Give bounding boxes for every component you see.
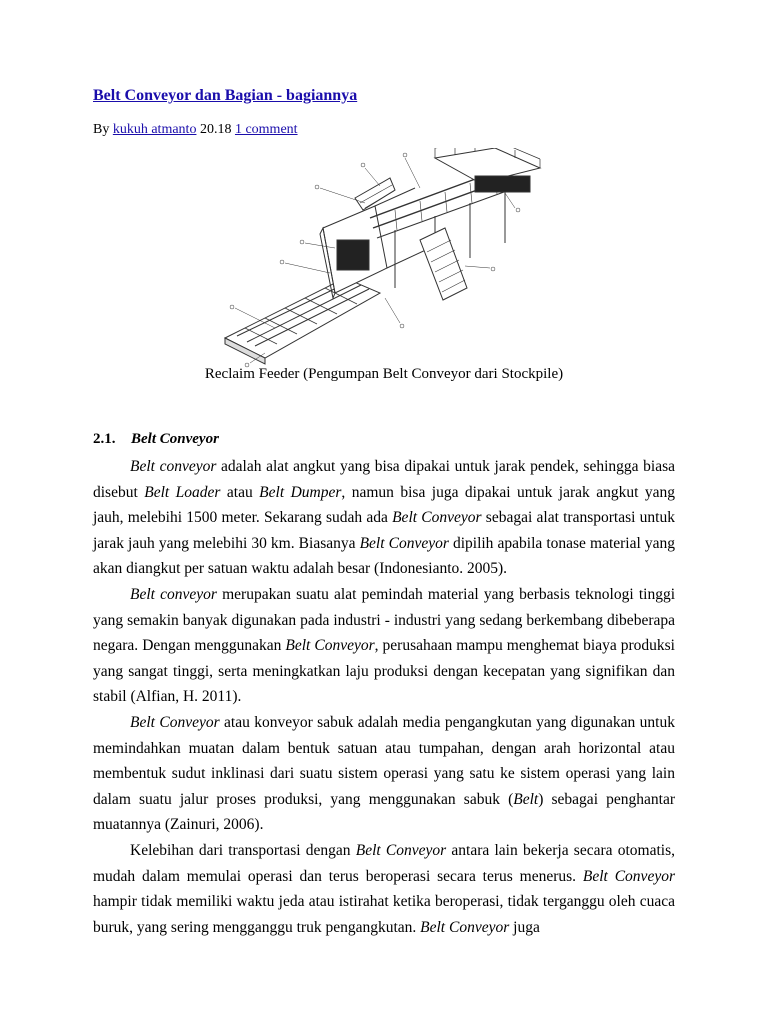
text-run: atau konveyor sabuk adalah media pengangkutan yang digunakan untuk memindahkan muatan dalam bentuk satuan atau tumpahan, dengan arah horizontal atau membentuk sudut inklinasi dari suatu sistem operasi yang satu ke sistem operasi yang lain dalam suatu jalur proses produksi, yang menggunakan sabuk ( xyxy=(93,713,675,808)
by-label: By xyxy=(93,122,110,137)
text-run: hampir tidak memiliki waktu jeda atau istirahat ketika beroperasi, tidak terganggu oleh cuaca buruk, yang sering mengganggu truk pengangkutan. xyxy=(93,893,675,936)
figure-caption: Reclaim Feeder (Pengumpan Belt Conveyor dari Stockpile) xyxy=(204,366,564,382)
paragraph xyxy=(93,838,675,940)
italic-term: Belt conveyor xyxy=(130,585,217,603)
post-byline xyxy=(93,122,298,138)
comments-link[interactable]: 1 comment xyxy=(234,122,298,137)
author-link[interactable]: kukuh atmanto xyxy=(112,122,197,137)
section-number: 2.1. xyxy=(93,431,116,447)
text-run: atau xyxy=(220,483,260,501)
post-title-link[interactable]: Belt Conveyor dan Bagian - bagiannya xyxy=(93,87,358,104)
text-run: , namun bisa juga dipakai untuk jarak angkut yang jauh, melebihi 1500 meter. Sekarang sudah ada xyxy=(93,483,675,527)
text-run: sebagai alat transportasi untuk jarak jauh yang melebihi 30 km. Biasanya xyxy=(93,509,675,552)
post-time: 20.18 xyxy=(199,122,232,137)
body-text xyxy=(93,454,675,940)
italic-term: Belt Conveyor xyxy=(285,637,375,655)
text-run: juga xyxy=(509,918,540,936)
text-run: adalah alat angkut yang bisa dipakai untuk jarak pendek, sehingga biasa disebut xyxy=(93,458,675,501)
paragraph xyxy=(93,582,675,710)
italic-term: Belt Conveyor xyxy=(355,841,447,859)
italic-term: Belt Conveyor xyxy=(582,867,675,885)
text-run: antara lain bekerja secara otomatis, mudah dalam memulai operasi dan terus beroperasi secara terus menerus. xyxy=(93,841,675,885)
italic-term: Belt Dumper xyxy=(259,483,342,501)
paragraph xyxy=(93,710,675,838)
text-run: , perusahaan mampu menghemat biaya produksi yang sangat tinggi, serta meningkatkan laju produksi dengan kecepatan yang signifikan dan stabil (Alfian, H. 2011). xyxy=(93,637,675,706)
paragraph xyxy=(93,454,675,582)
italic-term: Belt Conveyor xyxy=(130,713,220,731)
italic-term: Belt Conveyor xyxy=(359,534,449,552)
section-heading xyxy=(93,431,219,448)
italic-term: Belt Conveyor xyxy=(420,918,510,936)
italic-term: Belt xyxy=(513,790,539,808)
text-run: merupakan suatu alat pemindah material yang berbasis teknologi tinggi yang semakin banyak digunakan pada industri - industri yang sedang berkembang dibeberapa negara. Dengan menggunakan xyxy=(93,585,675,655)
text-run: Kelebihan dari transportasi dengan xyxy=(130,841,356,859)
reclaim-feeder-illustration xyxy=(205,148,550,368)
section-title: Belt Conveyor xyxy=(131,431,219,447)
italic-term: Belt Loader xyxy=(144,483,221,501)
text-run: dipilih apabila tonase material yang akan diangkut per satuan waktu adalah besar (Indonesianto. 2005). xyxy=(93,534,675,578)
italic-term: Belt Conveyor xyxy=(392,509,482,527)
text-run: ) sebagai penghantar muatannya (Zainuri, 2006). xyxy=(93,790,675,834)
italic-term: Belt conveyor xyxy=(130,458,217,475)
